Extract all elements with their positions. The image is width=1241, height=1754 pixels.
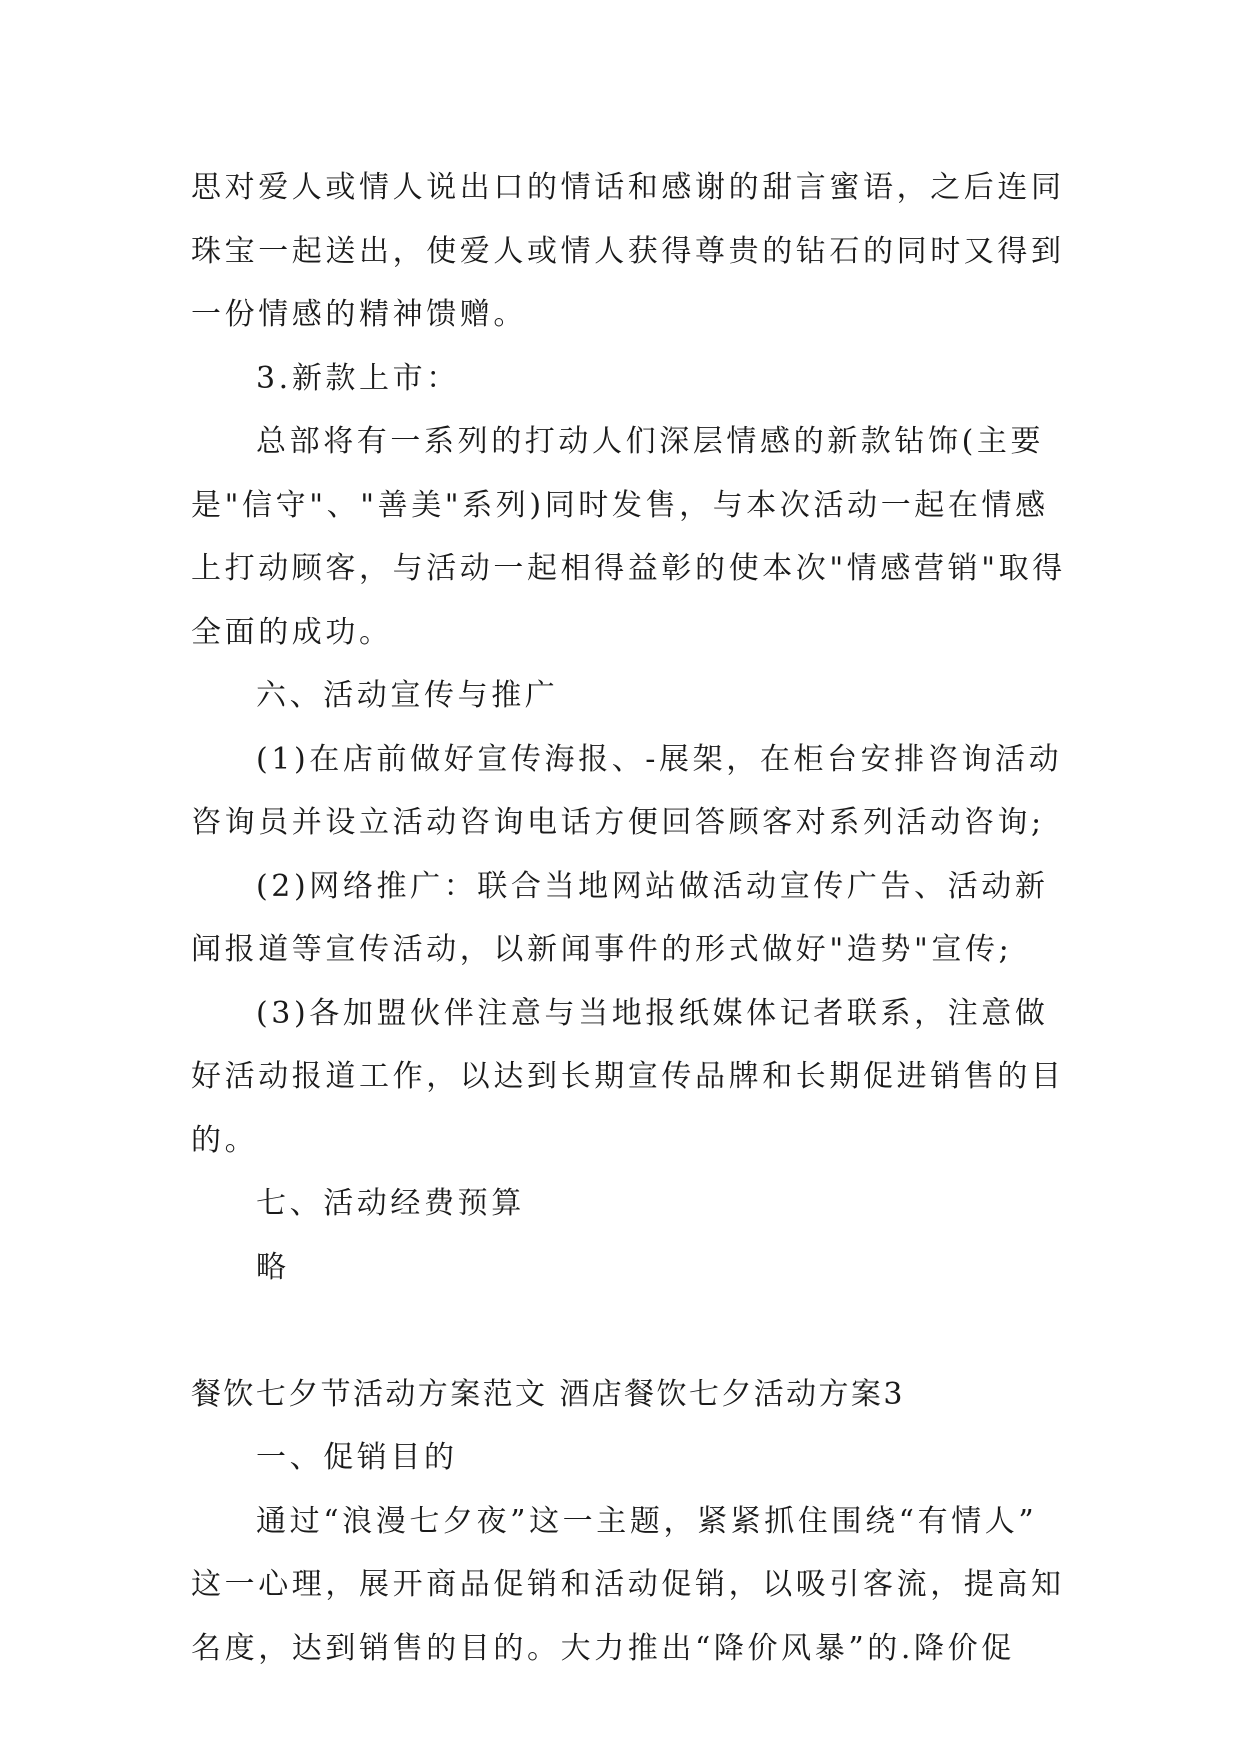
paragraph-line: 思对爱人或情人说出口的情话和感谢的甜言蜜语，之后连同 [191,170,1065,205]
paragraph-line: (3)各加盟伙伴注意与当地报纸媒体记者联系，注意做 [256,995,1049,1031]
blank-line [191,1299,1061,1363]
paragraph-line: 珠宝一起送出，使爱人或情人获得尊贵的钻石的同时又得到 [191,233,1065,269]
paragraph-line: 总部将有一系列的打动人们深层情感的新款钻饰(主要 [256,424,1045,459]
paragraph-line: (1)在店前做好宣传海报、-展架，在柜台安排咨询活动 [256,741,1063,777]
paragraph-line: 上打动顾客，与活动一起相得益彰的使本次"情感营销"取得 [191,551,1066,586]
section-heading: 一、促销目的 [256,1440,458,1475]
document-body [191,156,1066,1680]
section-heading: 七、活动经费预算 [256,1186,525,1221]
paragraph-line: 通过“浪漫七夕夜”这一主题，紧紧抓住围绕“有情人” [256,1503,1038,1539]
paragraph-line: 的。 [191,1122,259,1158]
paragraph-line: 咨询员并设立活动咨询电话方便回答顾客对系列活动咨询; [191,805,1045,840]
paragraph-line: 全面的成功。 [191,614,393,650]
paragraph-line: 闻报道等宣传活动，以新闻事件的形式做好"造势"宣传; [191,932,1013,967]
paragraph-line: 好活动报道工作，以达到长期宣传品牌和长期促进销售的目 [191,1059,1065,1094]
paragraph-line: 是"信守"、"善美"系列)同时发售，与本次活动一起在情感 [191,487,1049,523]
paragraph-line: 名度，达到销售的目的。大力推出“降价风暴”的.降价促 [191,1630,1015,1666]
subsection-heading: 3.新款上市： [256,360,460,396]
section-heading: 六、活动宣传与推广 [256,678,559,713]
document-title: 餐饮七夕节活动方案范文 酒店餐饮七夕活动方案3 [191,1376,905,1412]
paragraph-line: 这一心理，展开商品促销和活动促销，以吸引客流，提高知 [191,1567,1065,1602]
paragraph-line: 略 [256,1249,290,1285]
paragraph-line: (2)网络推广：联合当地网站做活动宣传广告、活动新 [256,868,1049,904]
paragraph-line: 一份情感的精神馈赠。 [191,297,527,332]
